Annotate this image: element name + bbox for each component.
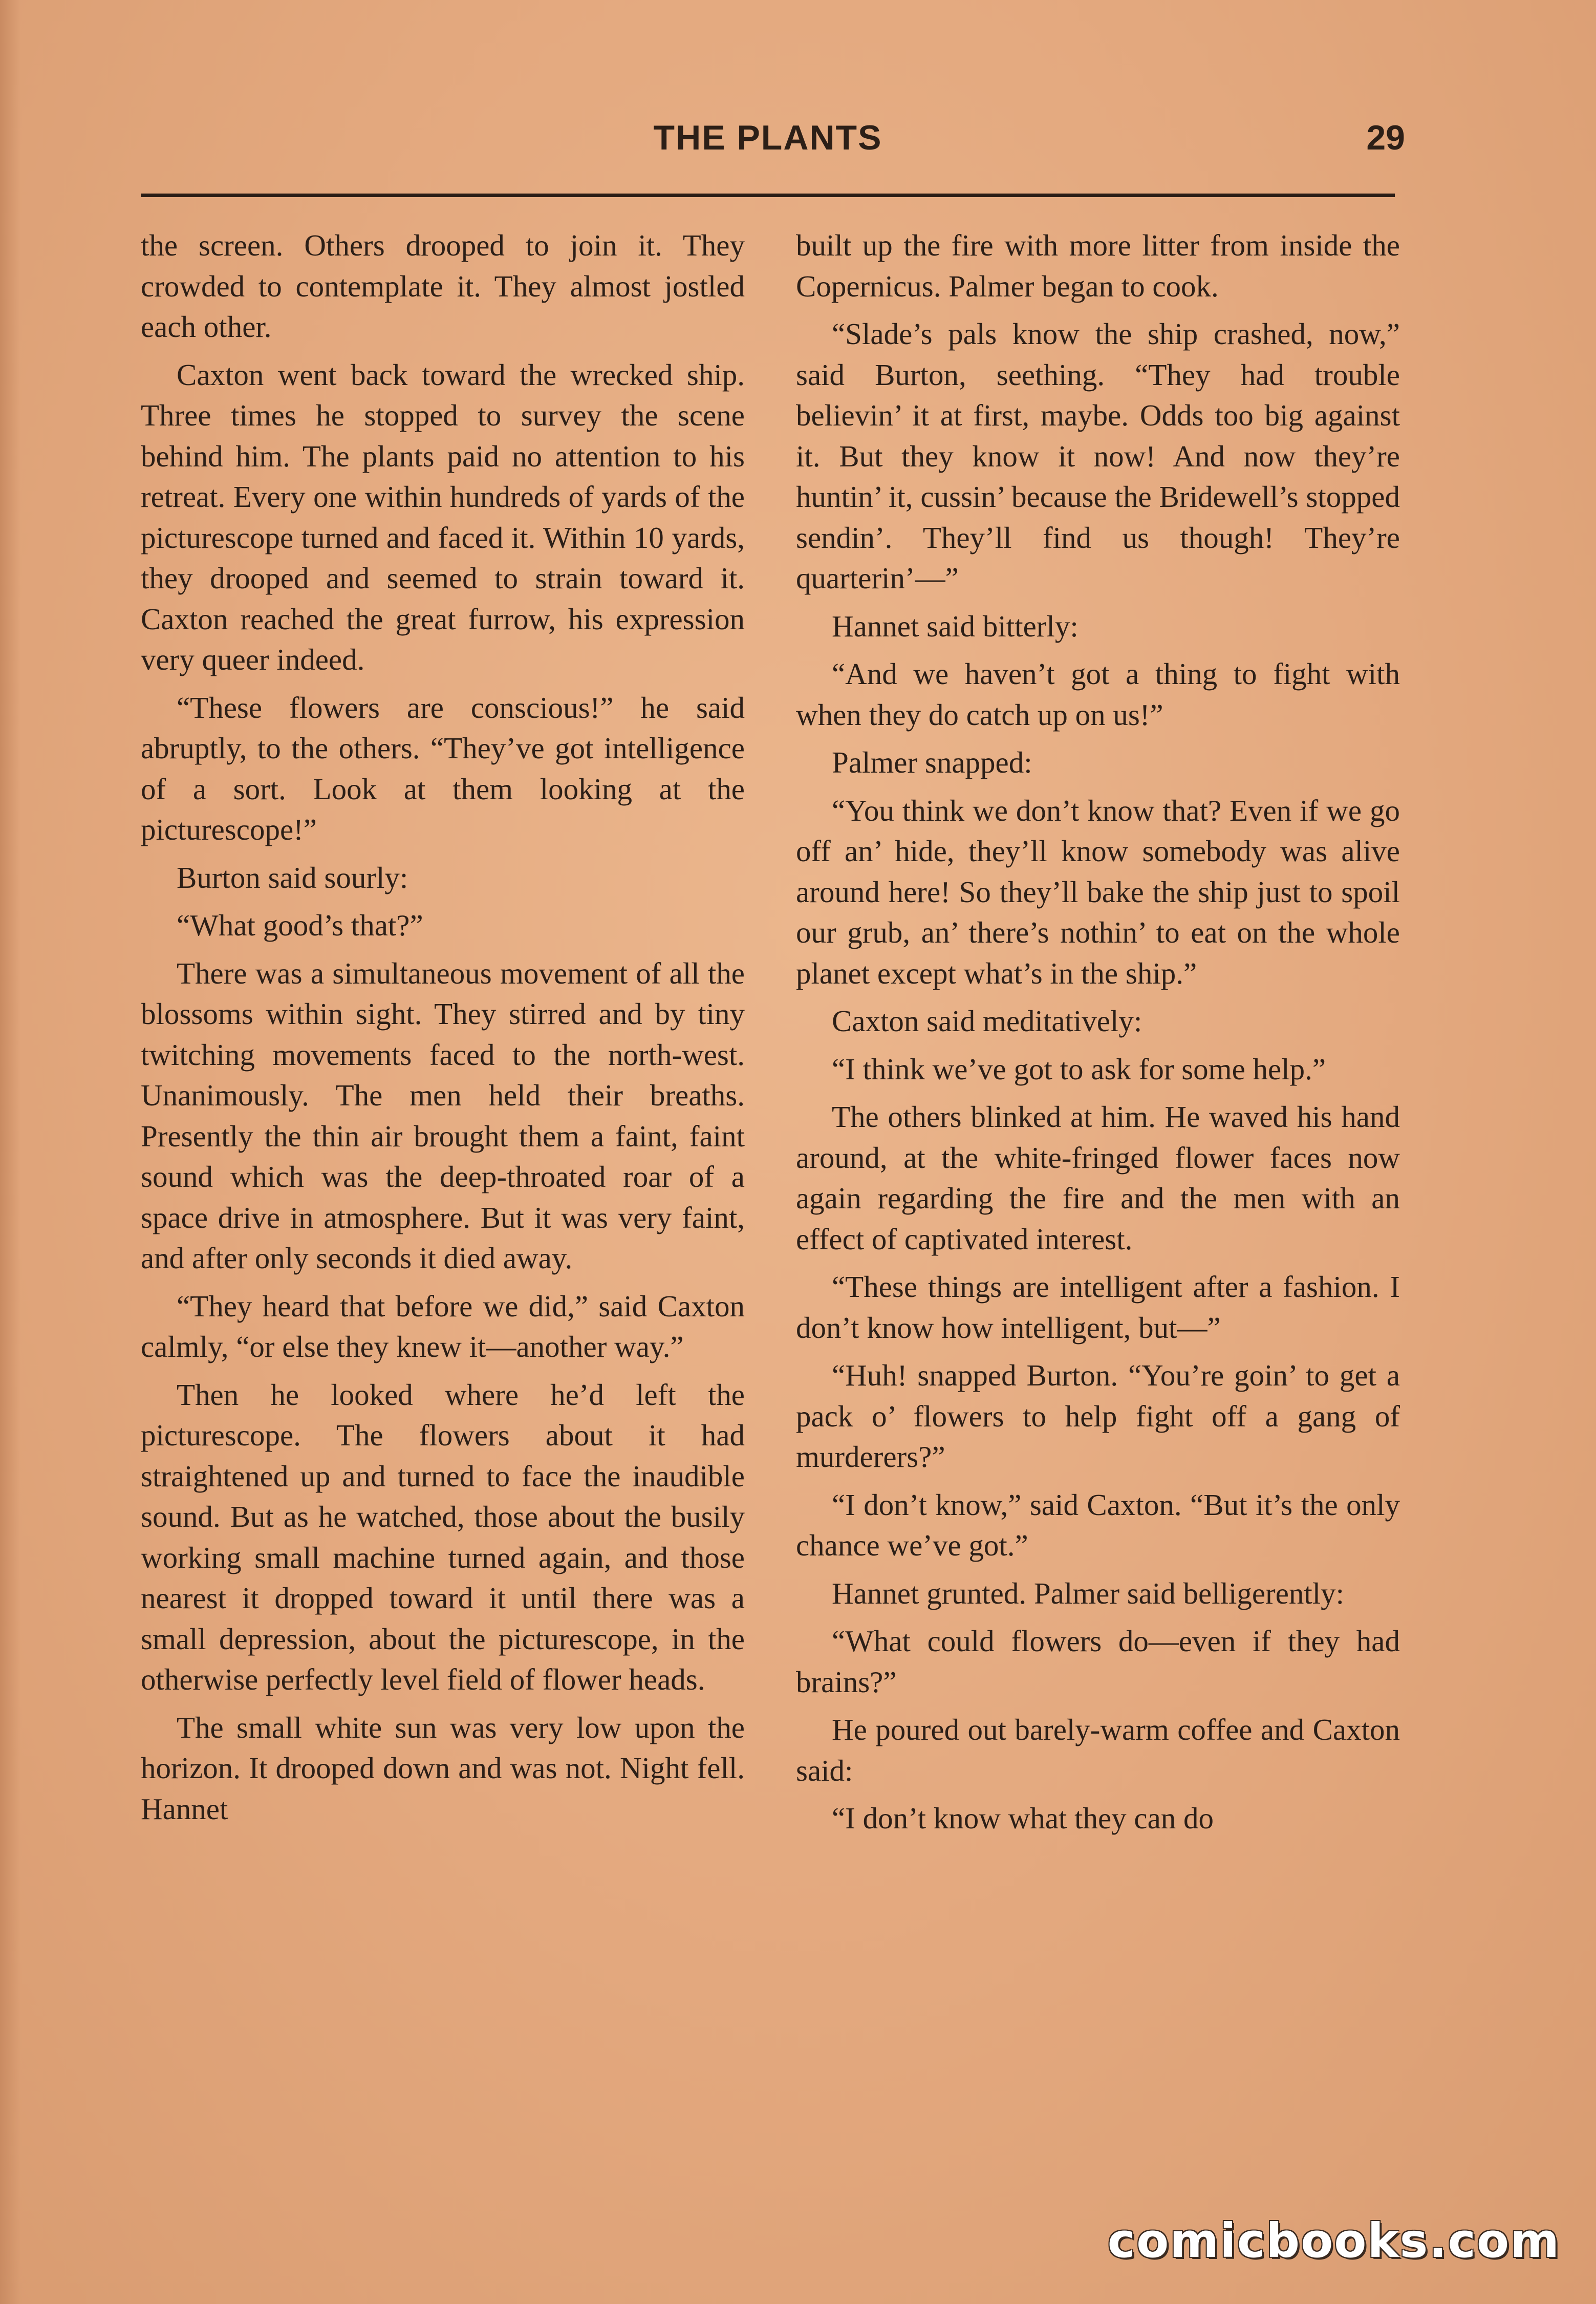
watermark-logo: comicbooks.com bbox=[1107, 2213, 1560, 2268]
paragraph: “I think we’ve got to ask for some help.” bbox=[832, 1052, 1326, 1086]
paragraph: the screen. Others drooped to join it. They crowded to contemplate it. They almost jostled each other. bbox=[141, 228, 745, 344]
paragraph: There was a simultaneous movement of all the blossoms within sight. They stirred and by tiny twitching movements faced to the north-west. Unanimously. The men held their breaths. Presently the thin air brought them a faint, faint sound which was the deep-throated roar of a space drive in atmosphere. But it was very faint, and after only seconds it died away. bbox=[141, 956, 745, 1275]
paragraph: He poured out barely-warm coffee and Caxton said: bbox=[796, 1713, 1400, 1787]
paragraph: “You think we don’t know that? Even if we go off an’ hide, they’ll know somebody was alive around here! So they’ll bake the ship just to spoil our grub, an’ there’s nothin’ to eat on the whole planet except what’s in the ship.” bbox=[796, 793, 1400, 990]
paragraph: Then he looked where he’d left the picturescope. The flowers about it had straightened up and turned to face the inaudible sound. But as he watched, those about the busily working small machine turned again, and those nearest it dropped toward it until there was a small depression, about the picturescope, in the otherwise perfectly level field of flower heads. bbox=[141, 1377, 745, 1696]
page-spine-shadow bbox=[0, 0, 20, 2304]
paragraph: “What good’s that?” bbox=[177, 908, 423, 942]
paragraph: “These flowers are conscious!” he said abruptly, to the others. “They’ve got intelligence of a sort. Look at them looking at the picturescope!” bbox=[141, 690, 745, 846]
paragraph: built up the fire with more litter from inside the Copernicus. Palmer began to cook. bbox=[796, 228, 1400, 303]
paragraph: “They heard that before we did,” said Caxton calmly, “or else they knew it—another way.” bbox=[141, 1289, 745, 1363]
paragraph: Burton said sourly: bbox=[177, 860, 408, 894]
paragraph: Palmer snapped: bbox=[832, 745, 1032, 779]
paragraph: Hannet grunted. Palmer said belligerently: bbox=[832, 1576, 1345, 1610]
right-column bbox=[796, 225, 1400, 1846]
page-header bbox=[141, 118, 1405, 164]
paragraph: “Huh! snapped Burton. “You’re goin’ to get a pack o’ flowers to help fight off a gang of murderers?” bbox=[796, 1358, 1400, 1474]
page-number: 29 bbox=[1366, 118, 1405, 157]
paragraph: The others blinked at him. He waved his hand around, at the white-fringed flower faces now again regarding the fire and the men with an effect of captivated interest. bbox=[796, 1100, 1400, 1256]
paragraph: “And we haven’t got a thing to fight with when they do catch up on us!” bbox=[796, 657, 1400, 732]
running-title: THE PLANTS bbox=[653, 118, 882, 157]
paragraph: Caxton said meditatively: bbox=[832, 1004, 1142, 1038]
paragraph: Hannet said bitterly: bbox=[832, 609, 1079, 643]
header-rule bbox=[141, 194, 1395, 197]
paragraph: “These things are intelligent after a fashion. I don’t know how intelligent, but—” bbox=[796, 1270, 1400, 1345]
paragraph: “What could flowers do—even if they had brains?” bbox=[796, 1624, 1400, 1699]
paragraph: Caxton went back toward the wrecked ship. Three times he stopped to survey the scene behind him. The plants paid no attention to his retreat. Every one within hundreds of yards of the picturescope turned and faced it. Within 10 yards, they drooped and seemed to strain toward it. Caxton reached the great furrow, his expression very queer indeed. bbox=[141, 357, 745, 676]
paragraph: “I don’t know,” said Caxton. “But it’s the only chance we’ve got.” bbox=[796, 1487, 1400, 1562]
left-column bbox=[141, 225, 745, 1837]
paragraph: “Slade’s pals know the ship crashed, now,” said Burton, seething. “They had trouble believin’ it at first, maybe. Odds too big against it. But they know it now! And now they’re huntin’ it, cussin’ because the Bridewell’s stopped sendin’. They’ll find us though! They’re quarterin’—” bbox=[796, 317, 1400, 595]
paragraph: The small white sun was very low upon the horizon. It drooped down and was not. Night fell. Hannet bbox=[141, 1710, 745, 1826]
paragraph: “I don’t know what they can do bbox=[832, 1801, 1214, 1835]
